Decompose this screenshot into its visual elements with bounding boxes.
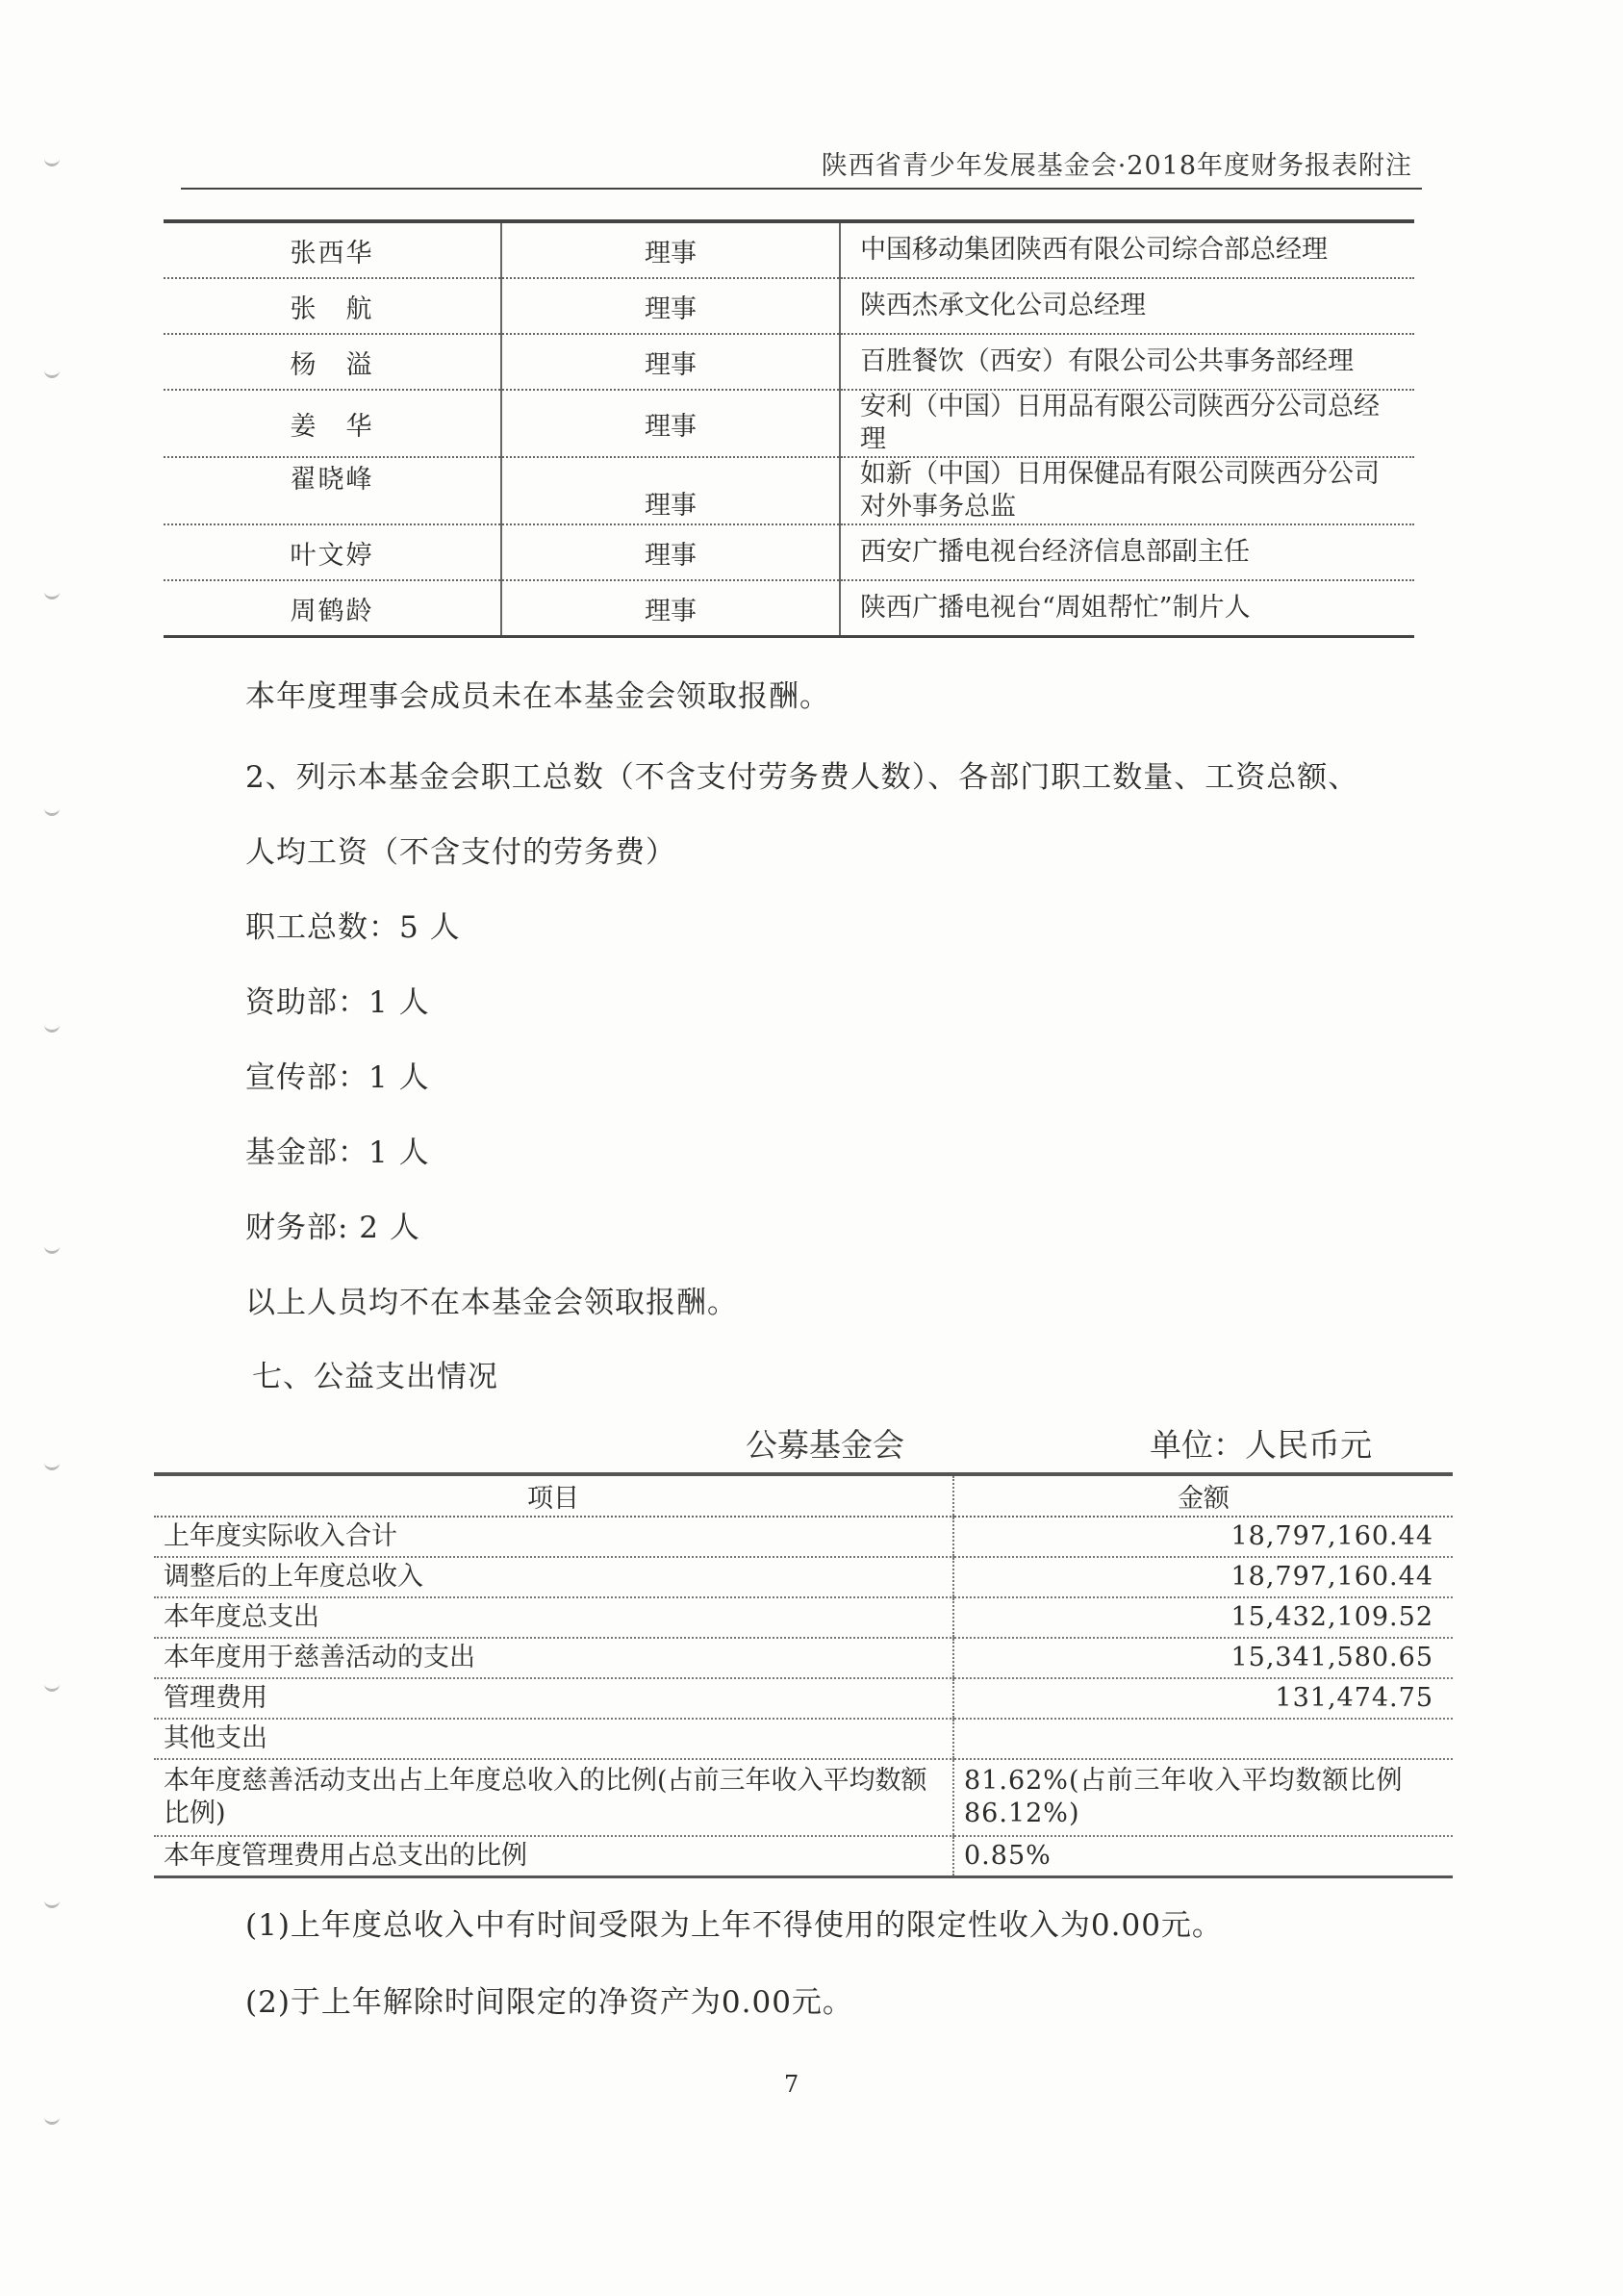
member-org: 西安广播电视台经济信息部副主任 xyxy=(840,524,1414,580)
member-name: 张西华 xyxy=(164,221,501,278)
member-role: 理事 xyxy=(501,278,840,334)
binder-mark xyxy=(44,1896,60,1908)
column-header-amount: 金额 xyxy=(953,1474,1453,1517)
table-caption-type: 公募基金会 xyxy=(746,1426,904,1464)
table-row xyxy=(164,457,1414,524)
member-name: 叶文婷 xyxy=(164,524,501,580)
binder-mark xyxy=(44,366,60,378)
page-number: 7 xyxy=(784,2071,799,2098)
remuneration-note: 本年度理事会成员未在本基金会领取报酬。 xyxy=(245,679,830,714)
table-header-row xyxy=(154,1474,1453,1517)
table-row xyxy=(164,278,1414,334)
row-item: 本年度管理费用占总支出的比例 xyxy=(154,1836,953,1877)
binder-mark xyxy=(44,1679,60,1692)
binder-mark xyxy=(44,1020,60,1033)
member-name: 杨 溢 xyxy=(164,334,501,390)
row-amount: 0.85% xyxy=(953,1836,1453,1877)
member-org: 如新（中国）日用保健品有限公司陕西分公司对外事务总监 xyxy=(840,457,1414,524)
staff-heading-cont: 人均工资（不含支付的劳务费） xyxy=(245,835,676,870)
dept-publicity: 宣传部：1 人 xyxy=(245,1060,430,1095)
binder-mark xyxy=(44,154,60,166)
staff-heading: 2、列示本基金会职工总数（不含支付劳务费人数）、各部门职工数量、工资总额、 xyxy=(245,760,1359,795)
table-row xyxy=(154,1557,1453,1597)
member-role: 理事 xyxy=(501,390,840,457)
table-row xyxy=(164,334,1414,390)
table-row xyxy=(154,1678,1453,1719)
table-row xyxy=(164,390,1414,457)
header-rule xyxy=(181,188,1422,190)
section-heading: 七、公益支出情况 xyxy=(252,1360,498,1394)
staff-total: 职工总数：5 人 xyxy=(245,910,461,945)
row-amount xyxy=(953,1719,1453,1759)
dept-funding: 资助部：1 人 xyxy=(245,985,430,1020)
table-row xyxy=(154,1517,1453,1557)
council-members-table xyxy=(164,219,1414,638)
member-role: 理事 xyxy=(501,221,840,278)
table-row xyxy=(154,1638,1453,1678)
binder-mark xyxy=(44,587,60,600)
member-org: 中国移动集团陕西有限公司综合部总经理 xyxy=(840,221,1414,278)
binder-mark xyxy=(44,1458,60,1470)
row-item: 管理费用 xyxy=(154,1678,953,1719)
column-header-item: 项目 xyxy=(154,1474,953,1517)
row-item: 其他支出 xyxy=(154,1719,953,1759)
member-org: 安利（中国）日用品有限公司陕西分公司总经理 xyxy=(840,390,1414,457)
table-row xyxy=(164,221,1414,278)
dept-finance: 财务部: 2 人 xyxy=(245,1211,420,1245)
member-org: 陕西广播电视台“周姐帮忙”制片人 xyxy=(840,580,1414,637)
row-amount: 131,474.75 xyxy=(953,1678,1453,1719)
table-row xyxy=(154,1759,1453,1836)
table-row xyxy=(154,1719,1453,1759)
member-name: 张 航 xyxy=(164,278,501,334)
row-amount: 15,432,109.52 xyxy=(953,1597,1453,1638)
note-released-assets: (2)于上年解除时间限定的净资产为0.00元。 xyxy=(245,1985,853,2020)
row-amount: 18,797,160.44 xyxy=(953,1517,1453,1557)
row-item: 调整后的上年度总收入 xyxy=(154,1557,953,1597)
row-item: 本年度用于慈善活动的支出 xyxy=(154,1638,953,1678)
table-row xyxy=(164,580,1414,637)
member-org: 百胜餐饮（西安）有限公司公共事务部经理 xyxy=(840,334,1414,390)
dept-fund: 基金部：1 人 xyxy=(245,1135,430,1170)
member-role: 理事 xyxy=(501,334,840,390)
member-name: 姜 华 xyxy=(164,390,501,457)
row-amount: 15,341,580.65 xyxy=(953,1638,1453,1678)
page-header: 陕西省青少年发展基金会·2018年度财务报表附注 xyxy=(821,151,1412,181)
note-restricted-income: (1)上年度总收入中有时间受限为上年不得使用的限定性收入为0.00元。 xyxy=(245,1908,1223,1943)
binder-mark xyxy=(44,804,60,816)
member-org: 陕西杰承文化公司总经理 xyxy=(840,278,1414,334)
table-caption-unit: 单位：人民币元 xyxy=(1150,1426,1372,1464)
table-row xyxy=(154,1597,1453,1638)
row-amount: 81.62%(占前三年收入平均数额比例86.12%) xyxy=(953,1759,1453,1836)
binder-mark xyxy=(44,1241,60,1254)
row-item: 本年度慈善活动支出占上年度总收入的比例(占前三年收入平均数额比例) xyxy=(154,1759,953,1836)
staff-remuneration-note: 以上人员均不在本基金会领取报酬。 xyxy=(245,1286,738,1320)
member-name: 翟晓峰 xyxy=(164,457,501,524)
public-welfare-expense-table xyxy=(154,1472,1453,1878)
table-row xyxy=(164,524,1414,580)
member-role: 理事 xyxy=(501,524,840,580)
row-item: 上年度实际收入合计 xyxy=(154,1517,953,1557)
row-amount: 18,797,160.44 xyxy=(953,1557,1453,1597)
table-row xyxy=(154,1836,1453,1877)
member-name: 周鹤龄 xyxy=(164,580,501,637)
member-role: 理事 xyxy=(501,457,840,524)
binder-mark xyxy=(44,2112,60,2125)
row-item: 本年度总支出 xyxy=(154,1597,953,1638)
member-role: 理事 xyxy=(501,580,840,637)
